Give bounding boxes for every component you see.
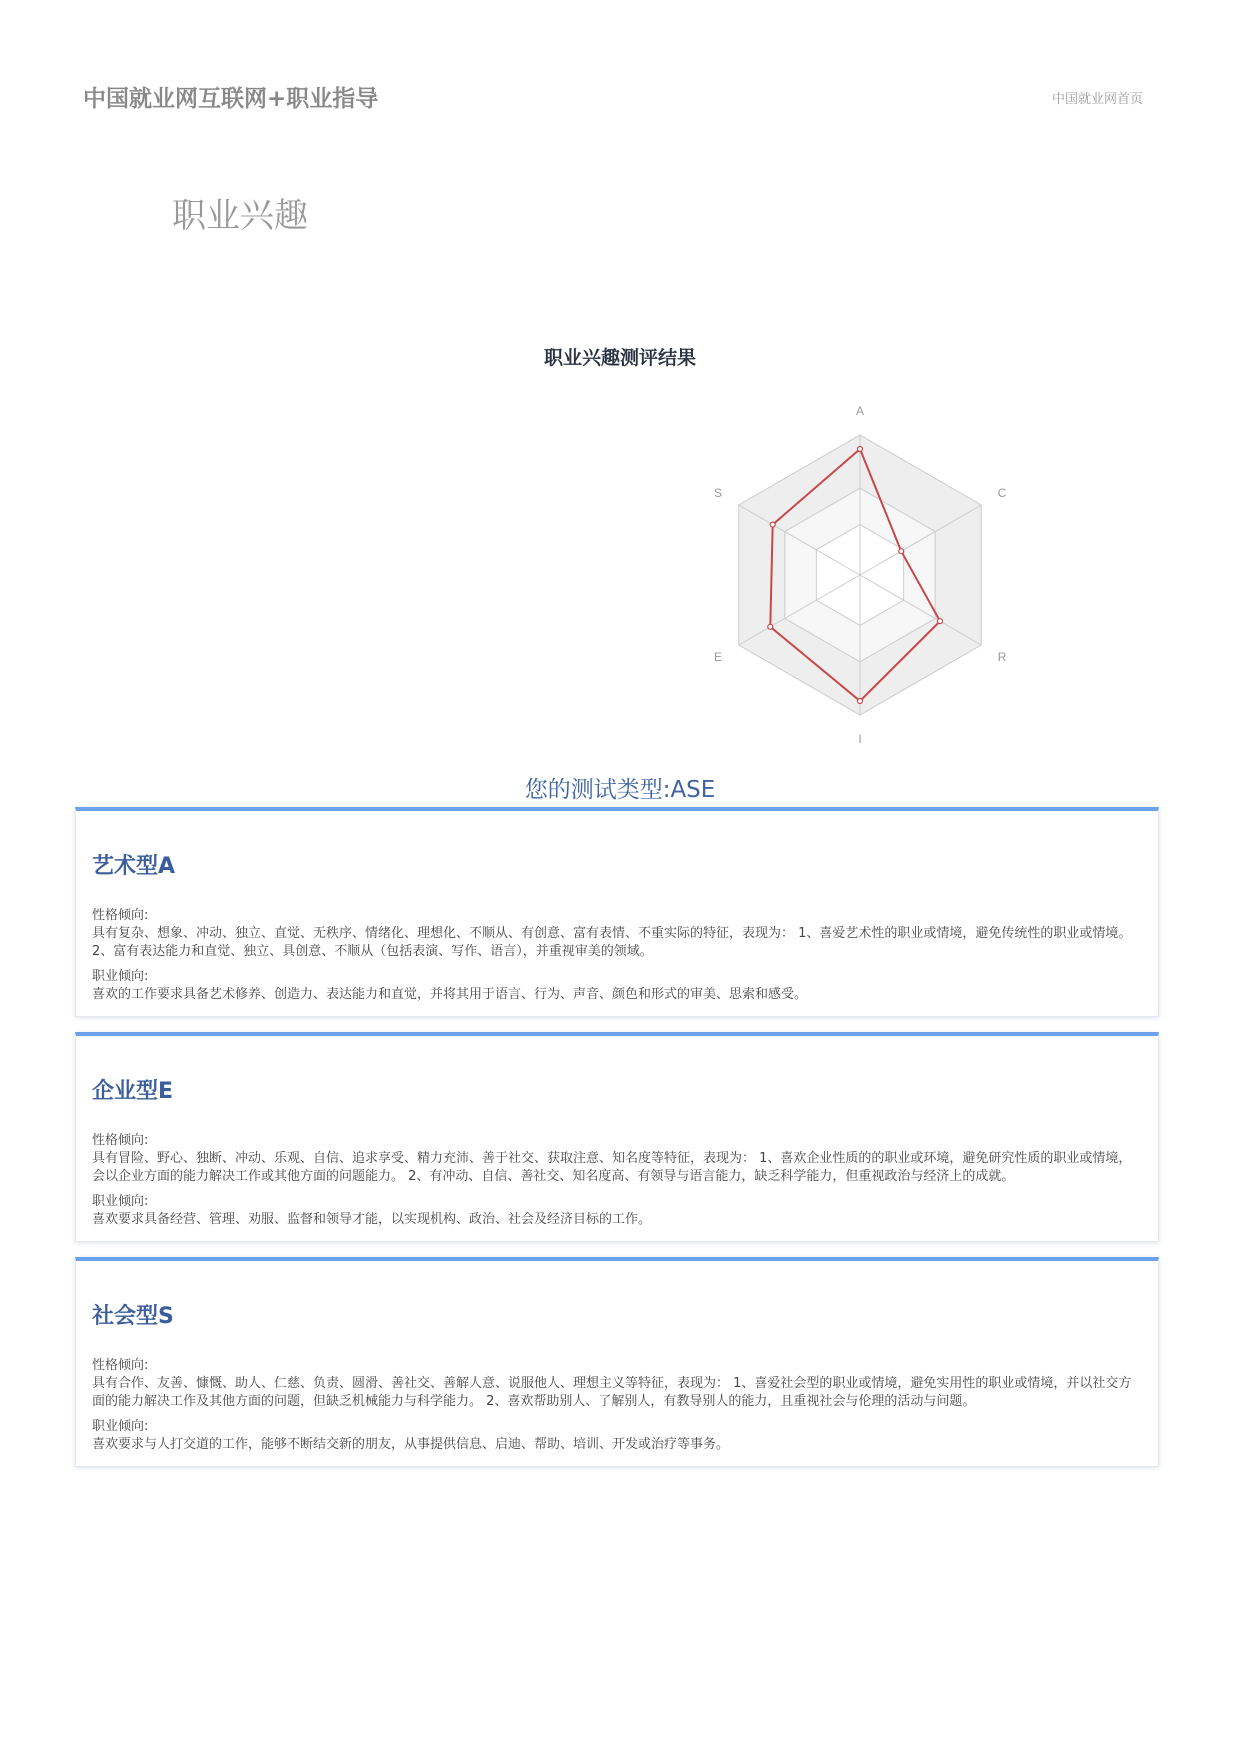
personality-label: 性格倾向:: [92, 908, 149, 923]
result-code: ASE: [670, 777, 716, 803]
career-text: 喜欢要求具备经营、管理、劝服、监督和领导才能，以实现机构、政治、社会及经济目标的工作。: [92, 1212, 652, 1227]
radar-axis-label: R: [997, 650, 1007, 664]
radar-data-point: [858, 699, 863, 704]
page-title: 职业兴趣: [172, 196, 308, 236]
radar-data-point: [899, 549, 904, 554]
radar-axis-label: S: [713, 486, 722, 500]
personality-text: 具有合作、友善、慷慨、助人、仁慈、负责、圆滑、善社交、善解人意、说服他人、理想主义等特征，表现为： 1、喜爱社会型的职业或情境，避免实用性的职业或情境，并以社交方面的能力解决工作及其他方面的问题，但缺乏机械能力与科学能力。 2、喜欢帮助别人、了解别人，有教导别人的能力，且重视社会与伦理的活动与问题。: [92, 1376, 1132, 1409]
personality-text: 具有冒险、野心、独断、冲动、乐观、自信、追求享受、精力充沛、善于社交、获取注意、知名度等特征，表现为： 1、喜欢企业性质的的职业或环境，避免研究性质的职业或情境，会以企业方面的能力解决工作或其他方面的问题能力。 2、有冲动、自信、善社交、知名度高、有领导与语言能力，缺乏科学能力，但重视政治与经济上的成就。: [92, 1151, 1132, 1184]
career-label: 职业倾向:: [92, 1194, 149, 1209]
chart-title: 职业兴趣测评结果: [543, 347, 696, 369]
type-card-enterprising: [75, 1032, 1159, 1242]
radar-axis-label: C: [997, 486, 1007, 500]
type-card-artistic: [75, 807, 1159, 1017]
home-link[interactable]: 中国就业网首页: [1051, 92, 1143, 107]
radar-data-point: [770, 522, 775, 527]
radar-data-point: [938, 619, 943, 624]
radar-chart: [690, 395, 1030, 760]
radar-data-point: [858, 447, 863, 452]
type-card-social: [75, 1257, 1159, 1467]
radar-axis-label: I: [858, 732, 862, 746]
career-text: 喜欢要求与人打交道的工作，能够不断结交新的朋友，从事提供信息、启迪、帮助、培训、开发或治疗等事务。: [92, 1437, 730, 1452]
site-title: 中国就业网互联网+职业指导: [83, 86, 379, 112]
radar-data-point: [768, 624, 773, 629]
career-label: 职业倾向:: [92, 969, 149, 984]
card-title: 社会型S: [92, 1304, 174, 1329]
result-label: 您的测试类型:: [524, 777, 671, 803]
card-title: 艺术型A: [92, 854, 176, 879]
radar-axis-label: E: [713, 650, 722, 664]
personality-label: 性格倾向:: [92, 1133, 149, 1148]
test-result: [0, 771, 1240, 804]
personality-label: 性格倾向:: [92, 1358, 149, 1373]
personality-text: 具有复杂、想象、冲动、独立、直觉、无秩序、情绪化、理想化、不顺从、有创意、富有表情、不重实际的特征，表现为： 1、喜爱艺术性的职业或情境，避免传统性的职业或情境。 2、富有表达能力和直觉、独立、具创意、不顺从（包括表演、写作、语言），并重视审美的领域。: [92, 926, 1132, 959]
radar-axis-label: A: [855, 404, 865, 418]
career-text: 喜欢的工作要求具备艺术修养、创造力、表达能力和直觉，并将其用于语言、行为、声音、颜色和形式的审美、思索和感受。: [92, 987, 808, 1002]
card-title: 企业型E: [92, 1079, 174, 1104]
career-label: 职业倾向:: [92, 1419, 149, 1434]
